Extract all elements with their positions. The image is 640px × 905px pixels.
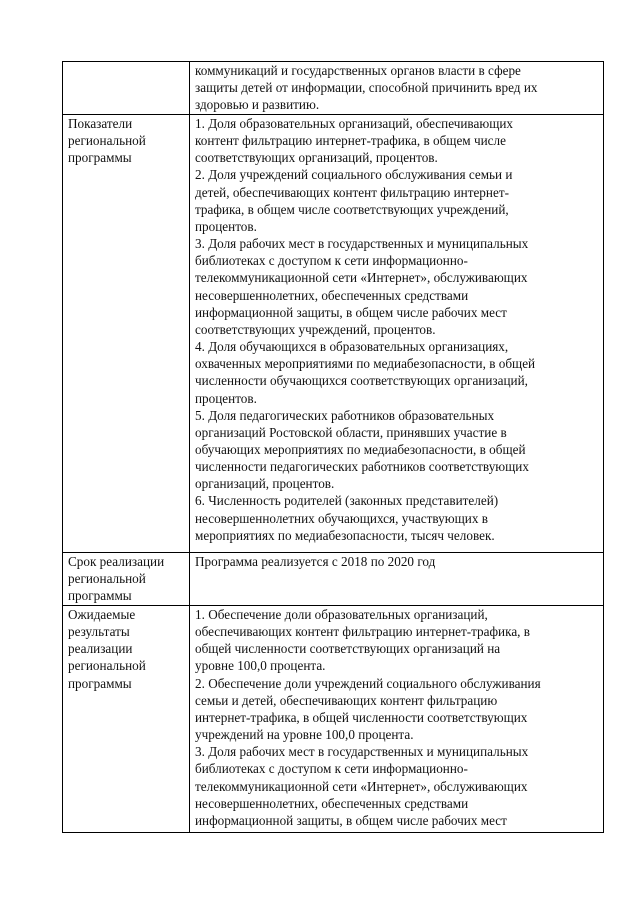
text-line: численности обучающихся соответствующих организаций, bbox=[195, 373, 528, 389]
text-line: несовершеннолетних обучающихся, участвующих в bbox=[195, 510, 488, 526]
text-line: 6. Численность родителей (законных представителей) bbox=[195, 493, 499, 509]
text-line: коммуникаций и государственных органов власти в сфере bbox=[195, 63, 521, 78]
text-line: детей, обеспечивающих контент фильтрацию интернет- bbox=[195, 184, 509, 200]
text-line: Показатели bbox=[68, 116, 133, 131]
row-label-cell bbox=[63, 606, 190, 833]
text-line: организаций, процентов. bbox=[195, 476, 335, 492]
text-line: программы bbox=[68, 675, 132, 691]
text-line: процентов. bbox=[195, 218, 257, 234]
text-line: 2. Доля учреждений социального обслуживания семьи и bbox=[195, 167, 513, 183]
text-line: уровне 100,0 процента. bbox=[195, 658, 326, 674]
text-line: библиотеках с доступом к сети информационно- bbox=[195, 253, 468, 269]
text-line: мероприятиях по медиабезопасности, тысяч человек. bbox=[195, 527, 495, 543]
text-line: семьи и детей, обеспечивающих контент фильтрацию bbox=[195, 692, 498, 708]
text-line: соответствующих организаций, процентов. bbox=[195, 150, 438, 166]
row-label-cell bbox=[63, 115, 190, 553]
text-line: трафика, в общем числе соответствующих учреждений, bbox=[195, 201, 509, 217]
row-content-cell bbox=[190, 606, 604, 833]
text-line: соответствующих учреждений, процентов. bbox=[195, 321, 436, 337]
text-line: региональной bbox=[68, 658, 146, 674]
text-line: контент фильтрацию интернет-трафика, в общем числе bbox=[195, 133, 506, 149]
text-line: 5. Доля педагогических работников образовательных bbox=[195, 407, 495, 423]
row-label-cell bbox=[63, 553, 190, 606]
text-line: интернет-трафика, в общей численности соответствующих bbox=[195, 709, 528, 725]
text-line: процентов. bbox=[195, 390, 257, 406]
text-line: несовершеннолетних, обеспеченных средствами bbox=[195, 795, 469, 811]
text-line: 3. Доля рабочих мест в государственных и муниципальных bbox=[195, 744, 529, 760]
text-line: реализации bbox=[68, 641, 133, 657]
text-line: библиотеках с доступом к сети информационно- bbox=[195, 761, 468, 777]
row-content-cell bbox=[190, 115, 604, 553]
text-line: обеспечивающих контент фильтрацию интернет-трафика, в bbox=[195, 624, 530, 640]
text-line: 1. Доля образовательных организаций, обеспечивающих bbox=[195, 116, 513, 131]
text-line: учреждений на уровне 100,0 процента. bbox=[195, 727, 414, 743]
text-line: телекоммуникационной сети «Интернет», обслуживающих bbox=[195, 778, 528, 794]
text-line: численности педагогических работников соответствующих bbox=[195, 459, 529, 475]
text-line: общей численности соответствующих организаций на bbox=[195, 641, 501, 657]
table-body bbox=[63, 62, 604, 833]
text-line: охваченных мероприятиями по медиабезопасности, в общей bbox=[195, 356, 536, 372]
text-line: программы bbox=[68, 150, 132, 166]
text-line: обучающих мероприятиях по медиабезопасности, в общей bbox=[195, 441, 526, 457]
text-line: информационной защиты, в общем числе рабочих мест bbox=[195, 812, 507, 828]
text-line: несовершеннолетних, обеспеченных средствами bbox=[195, 287, 469, 303]
text-line: телекоммуникационной сети «Интернет», обслуживающих bbox=[195, 270, 528, 286]
text-line: 4. Доля обучающихся в образовательных организациях, bbox=[195, 339, 509, 355]
text-line: региональной bbox=[68, 571, 146, 587]
text-line: организаций Ростовской области, принявших участие в bbox=[195, 424, 507, 440]
program-passport-table bbox=[62, 61, 604, 833]
text-line: здоровью и развитию. bbox=[195, 97, 320, 113]
row-content-cell bbox=[190, 62, 604, 115]
text-line: региональной bbox=[68, 133, 146, 149]
text-line: 3. Доля рабочих мест в государственных и муниципальных bbox=[195, 236, 529, 252]
text-line: результаты bbox=[68, 624, 130, 640]
text-line: информационной защиты, в общем числе рабочих мест bbox=[195, 304, 507, 320]
row-content-cell bbox=[190, 553, 604, 606]
row-label-cell bbox=[63, 62, 190, 115]
text-line: Программа реализуется с 2018 по 2020 год bbox=[195, 554, 436, 569]
text-line: 2. Обеспечение доли учреждений социального обслуживания bbox=[195, 675, 541, 691]
table-row bbox=[63, 606, 604, 833]
text-line: программы bbox=[68, 588, 132, 604]
table-row bbox=[63, 115, 604, 553]
text-line: 1. Обеспечение доли образовательных организаций, bbox=[195, 607, 488, 622]
text-line: защиты детей от информации, способной причинить вред их bbox=[195, 80, 538, 96]
text-line: Ожидаемые bbox=[68, 607, 136, 622]
table-row bbox=[63, 553, 604, 606]
table-row bbox=[63, 62, 604, 115]
text-line: Срок реализации bbox=[68, 554, 165, 569]
